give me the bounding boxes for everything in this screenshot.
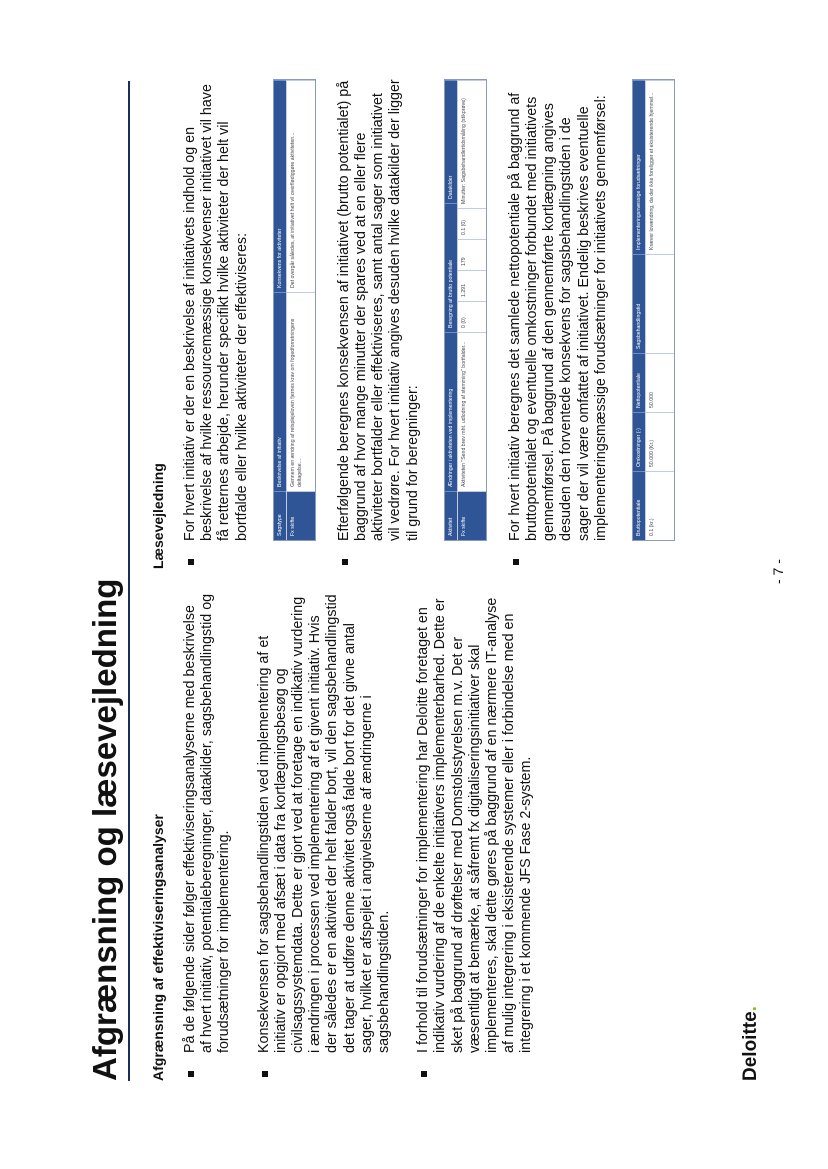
bullet-marker bbox=[188, 559, 194, 565]
right-heading: Læsevejledning bbox=[150, 463, 166, 569]
bullet-text: For hvert initiativ er der en beskrivelse af initiativets indhold og en beskrivelse af hvilke ressourcemæssige konsekvenser initiativet vil have få retternes arbejde, herunder specifikt hvilke aktiviteter der helt vil bortfalde eller hvilke aktiviteter der effektiviseres: bbox=[182, 84, 250, 541]
table-cell: 0.1 (kr.) bbox=[646, 471, 674, 540]
header-cell: Sagstype bbox=[274, 491, 286, 540]
header-cell: Sagsbehandlingstid bbox=[633, 254, 645, 353]
bullet-text: For hvert initiativ beregnes det samlede nettopotentiale på baggrund af bruttopotentialet og eventuelle omkostninger forbundet med initiativets gennemførsel. På baggrund af den gennemførte kortlægning angives desuden den forventede konsekvens for sagsbehandlingstiden i de sager der vil være omfattet af initiativet. Endelig beskrives eventuelle implementeringsmæssige forudsætninger for initiativets gennemførsel: bbox=[506, 92, 609, 541]
header-cell: Konsekvens for aktiviteter bbox=[274, 80, 286, 292]
table-cell: Aktiviteten "Send brev mht. udlodning af stemming" bortfalder... bbox=[458, 332, 486, 491]
table-cell: Gennem en ændring af retsplejeloven fjernes krav om fogedforretningens deltagelse... bbox=[287, 292, 315, 491]
header-cell: Bruttopotentiale bbox=[633, 471, 645, 540]
bullet-text: På de følgende sider følger effektiviseringsanalyserne med beskrivelse af hvert initiativ, potentialeberegninger, datakilder, sagsbehandlingstid og forudsætninger for implementering. bbox=[182, 593, 233, 1053]
table-cell: 0.1 (0) bbox=[458, 208, 486, 239]
row-head: Fx skifte bbox=[287, 491, 315, 540]
table-cell: 179 bbox=[458, 239, 486, 270]
header-cell: Nettopotentiale bbox=[633, 353, 645, 412]
table-cell: Minutter: Sagsbehandlertidsmåling (stikprøve) bbox=[458, 80, 486, 208]
example-table-potentiale bbox=[632, 79, 675, 541]
page-number: - 7 - bbox=[770, 559, 786, 584]
header-cell: Implementeringsmæssige forudsætninger bbox=[633, 80, 645, 254]
right-column bbox=[150, 79, 695, 569]
row-head: Fx skifte bbox=[458, 491, 486, 540]
example-table-beregning bbox=[444, 79, 487, 541]
page-title: Afgrænsning og læsevejledning bbox=[86, 578, 123, 1081]
bullet-marker bbox=[188, 1071, 194, 1077]
table-row bbox=[457, 80, 486, 540]
header-cell: Ændringer i aktiviteten ved implementering bbox=[445, 332, 457, 491]
table-cell bbox=[646, 254, 674, 353]
logo-dot: . bbox=[740, 1006, 761, 1012]
bullet-marker bbox=[262, 1071, 268, 1077]
table-header bbox=[274, 80, 286, 540]
bullet-marker bbox=[421, 1071, 427, 1077]
left-bullet-1 bbox=[182, 591, 234, 1081]
bullet-text: Efterfølgende beregnes konsekvensen af initiativet (brutto potentialet) på baggrund af hvor mange minutter der spares ved at en eller flere aktiviteter bortfalder eller effektiviseres, samt antal sager som initiativet vil vedrøre. For hvert initiativ angives desuden hvilke datakilder der ligger til grund for beregninger: bbox=[335, 79, 421, 541]
table-cell: Det overgår således, at initiativet helt vil overflødiggøre aktiviteten... bbox=[287, 80, 315, 292]
header-cell: Beregning af brutto potentiale bbox=[445, 203, 457, 332]
table-cell: Kræver lovændring, da der ikke foreligger et eksisterende hjemmel... bbox=[646, 80, 674, 254]
header-cell: Datakilder bbox=[445, 80, 457, 203]
table-cell: 50.000 bbox=[646, 353, 674, 412]
right-bullet-3 bbox=[507, 79, 610, 569]
right-bullet-1 bbox=[182, 79, 251, 569]
header-cell: Omkostninger (-) bbox=[633, 412, 645, 471]
bullet-marker bbox=[513, 559, 519, 565]
right-bullet-2 bbox=[336, 79, 422, 569]
left-heading: Afgrænsning af effektiviseringsanalyser bbox=[150, 814, 166, 1081]
table-cell: 50.000 (Kr.) bbox=[646, 412, 674, 471]
table-cell: 1.291 bbox=[458, 270, 486, 301]
left-column bbox=[150, 591, 558, 1081]
header-cell: Beskrivelse af initiativ bbox=[274, 292, 286, 491]
left-bullet-2 bbox=[256, 591, 394, 1081]
table-header bbox=[633, 80, 645, 540]
deloitte-logo bbox=[740, 1006, 762, 1081]
table-row bbox=[286, 80, 315, 540]
table-cell: 0 (0) bbox=[458, 301, 486, 332]
left-bullet-3 bbox=[415, 591, 535, 1081]
header-cell: Aktivitet bbox=[445, 491, 457, 540]
title-divider bbox=[128, 81, 130, 1081]
bullet-text: I forhold til forudsætninger for implementering har Deloitte foretaget en indikativ vurdering af de enkelte initiativers implementerbarhed. Dette er sket på baggrund af drøftelser med Domstolsstyrelsen m.v. Det er væsentligt at bemærke, at såfremt fx digitaliseringsinitiativer skal implementeres, skal dette gøres på baggrund af en nærmere IT-analyse af mulig integrering i eksisterende systemer eller i forbindelse med en integrering i et kommende JFS Fase 2-system. bbox=[415, 597, 535, 1053]
table-row bbox=[645, 80, 674, 540]
bullet-marker bbox=[342, 559, 348, 565]
example-table-initiativ bbox=[273, 79, 316, 541]
logo-text: Deloitte bbox=[740, 1011, 761, 1081]
bullet-text: Konsekvensen for sagsbehandlingstiden ved implementering af et initiativ er opgjort med afsæt i data fra kortlægningsbesøg og civilsagssystemdata. Dette er gjort ved at foretage en indikativ vurdering i ændringen i processen ved implementering af et givent initiativ. Hvis der således er en aktivitet der helt falder bort, vil den sagsbehandlingstid det tager at udføre denne aktivitet også falde bort for det givne antal sager, hvilket er afspejlet i angivelserne af ændringerne i sagsbehandlingstiden. bbox=[255, 594, 393, 1053]
table-header bbox=[445, 80, 457, 540]
